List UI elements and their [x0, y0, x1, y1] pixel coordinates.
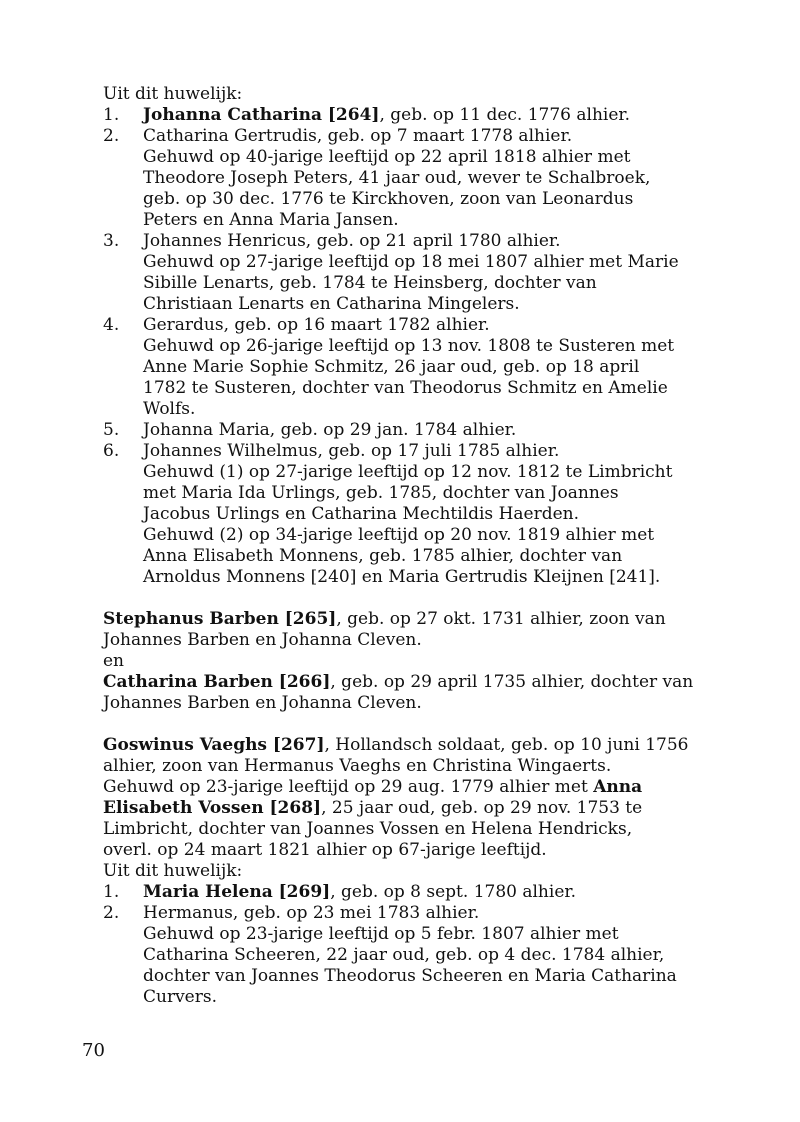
list-item — [103, 420, 703, 441]
section1-children-list — [103, 105, 703, 588]
list-item-number: 3. — [103, 231, 120, 251]
text-run: Johanna Maria, geb. op 29 jan. 1784 alhier. — [143, 420, 517, 440]
text-line — [143, 294, 703, 315]
text-run: Arnoldus Monnens [240] en Maria Gertrudis Kleijnen [241]. — [143, 567, 661, 587]
text-run: Gehuwd op 23-jarige leeftijd op 5 febr. 1807 alhier met — [143, 924, 619, 944]
text-line — [143, 924, 703, 945]
text-line — [143, 189, 703, 210]
text-line — [143, 399, 703, 420]
text-line — [143, 252, 703, 273]
text-run: , geb. op 29 april 1735 alhier, dochter van — [330, 672, 694, 692]
bold-name: Catharina Barben [266] — [103, 672, 331, 692]
section1-intro: Uit dit huwelijk: — [103, 84, 243, 104]
text-line — [143, 105, 703, 126]
text-line — [143, 126, 703, 147]
text-run: Gehuwd (1) op 27-jarige leeftijd op 12 nov. 1812 te Limbricht — [143, 462, 673, 482]
list-item-number: 4. — [103, 315, 120, 335]
list-item-number: 2. — [103, 903, 120, 923]
section3-intro: Uit dit huwelijk: — [103, 861, 243, 881]
text-line — [143, 504, 703, 525]
text-line — [103, 651, 703, 672]
text-run: 1782 te Susteren, dochter van Theodorus Schmitz en Amelie — [143, 378, 668, 398]
text-run: Christiaan Lenarts en Catharina Mingelers. — [143, 294, 520, 314]
list-item-number: 5. — [103, 420, 120, 440]
list-item — [103, 315, 703, 420]
list-item-number: 2. — [103, 126, 120, 146]
section2-paragraph — [103, 609, 703, 714]
text-line — [143, 945, 703, 966]
text-line — [143, 210, 703, 231]
text-run: Anna Elisabeth Monnens, geb. 1785 alhier, dochter van — [143, 546, 623, 566]
text-run: dochter van Joannes Theodorus Scheeren en Maria Catharina — [143, 966, 677, 986]
page-number: 70 — [82, 1040, 105, 1061]
text-line — [143, 567, 703, 588]
bold-name: Anna — [593, 777, 643, 797]
list-item-body — [143, 231, 703, 315]
text-line — [143, 987, 703, 1008]
bold-name: Goswinus Vaeghs [267] — [103, 735, 325, 755]
list-item-number: 6. — [103, 441, 120, 461]
text-run: alhier, zoon van Hermanus Vaeghs en Christina Wingaerts. — [103, 756, 612, 776]
page-content — [103, 84, 703, 1008]
text-line — [103, 840, 703, 861]
text-run: Gehuwd (2) op 34-jarige leeftijd op 20 nov. 1819 alhier met — [143, 525, 655, 545]
text-line — [143, 966, 703, 987]
list-item-body — [143, 315, 703, 420]
text-run: Catharina Gertrudis, geb. op 7 maart 1778 alhier. — [143, 126, 573, 146]
list-item-number: 1. — [103, 882, 120, 902]
spacer — [103, 714, 703, 735]
text-run: Limbricht, dochter van Joannes Vossen en Helena Hendricks, — [103, 819, 633, 839]
list-item — [103, 126, 703, 231]
text-line — [143, 378, 703, 399]
text-run: overl. op 24 maart 1821 alhier op 67-jarige leeftijd. — [103, 840, 547, 860]
list-item — [103, 105, 703, 126]
text-run: Curvers. — [143, 987, 218, 1007]
text-line — [103, 819, 703, 840]
text-run: , 25 jaar oud, geb. op 29 nov. 1753 te — [321, 798, 643, 818]
text-run: , geb. op 27 okt. 1731 alhier, zoon van — [336, 609, 666, 629]
text-run: , Hollandsch soldaat, geb. op 10 juni 1756 — [324, 735, 689, 755]
list-item-number: 1. — [103, 105, 120, 125]
text-run: Gerardus, geb. op 16 maart 1782 alhier. — [143, 315, 490, 335]
text-line — [103, 735, 703, 756]
text-line — [143, 273, 703, 294]
text-run: Johannes Barben en Johanna Cleven. — [103, 693, 422, 713]
text-line — [143, 168, 703, 189]
text-run: Gehuwd op 26-jarige leeftijd op 13 nov. 1808 te Susteren met — [143, 336, 675, 356]
text-run: Catharina Scheeren, 22 jaar oud, geb. op 4 dec. 1784 alhier, — [143, 945, 665, 965]
bold-name: Maria Helena [269] — [143, 882, 331, 902]
text-line — [103, 756, 703, 777]
text-run: Johannes Barben en Johanna Cleven. — [103, 630, 422, 650]
text-run: en — [103, 651, 125, 671]
text-run: Johannes Henricus, geb. op 21 april 1780 alhier. — [143, 231, 561, 251]
text-run: geb. op 30 dec. 1776 te Kirckhoven, zoon van Leonardus — [143, 189, 634, 209]
list-item — [103, 231, 703, 315]
text-run: Johannes Wilhelmus, geb. op 17 juli 1785 alhier. — [143, 441, 560, 461]
list-item-body — [143, 903, 703, 1008]
text-line — [143, 357, 703, 378]
text-line — [103, 630, 703, 651]
text-run: , geb. op 8 sept. 1780 alhier. — [330, 882, 577, 902]
text-run: Theodore Joseph Peters, 41 jaar oud, wever te Schalbroek, — [143, 168, 651, 188]
text-run: Wolfs. — [143, 399, 196, 419]
list-item — [103, 441, 703, 588]
text-line — [103, 777, 703, 798]
text-run: Gehuwd op 23-jarige leeftijd op 29 aug. 1779 alhier met — [103, 777, 594, 797]
text-run: Jacobus Urlings en Catharina Mechtildis Haerden. — [143, 504, 580, 524]
text-line — [143, 441, 703, 462]
text-line — [143, 336, 703, 357]
text-line — [103, 672, 703, 693]
section3-paragraph — [103, 735, 703, 861]
text-run: Hermanus, geb. op 23 mei 1783 alhier. — [143, 903, 480, 923]
text-line — [143, 315, 703, 336]
text-line — [143, 483, 703, 504]
text-line — [103, 693, 703, 714]
list-item-body — [143, 420, 703, 441]
text-line — [143, 147, 703, 168]
text-line — [143, 546, 703, 567]
bold-name: Elisabeth Vossen [268] — [103, 798, 322, 818]
text-line — [103, 798, 703, 819]
section3-children-list — [103, 882, 703, 1008]
list-item — [103, 903, 703, 1008]
text-line — [143, 525, 703, 546]
text-run: Gehuwd op 40-jarige leeftijd op 22 april 1818 alhier met — [143, 147, 631, 167]
text-line — [143, 420, 703, 441]
text-run: met Maria Ida Urlings, geb. 1785, dochter van Joannes — [143, 483, 619, 503]
spacer — [103, 588, 703, 609]
list-item-body — [143, 882, 703, 903]
text-run: Gehuwd op 27-jarige leeftijd op 18 mei 1807 alhier met Marie — [143, 252, 679, 272]
text-run: Sibille Lenarts, geb. 1784 te Heinsberg, dochter van — [143, 273, 597, 293]
bold-name: Stephanus Barben [265] — [103, 609, 337, 629]
text-run: , geb. op 11 dec. 1776 alhier. — [379, 105, 631, 125]
text-line — [143, 462, 703, 483]
list-item-body — [143, 441, 703, 588]
bold-name: Johanna Catharina [264] — [143, 105, 380, 125]
list-item-body — [143, 126, 703, 231]
text-line — [143, 882, 703, 903]
text-run: Peters en Anna Maria Jansen. — [143, 210, 399, 230]
text-line — [103, 609, 703, 630]
text-run: Anne Marie Sophie Schmitz, 26 jaar oud, geb. op 18 april — [143, 357, 640, 377]
text-line — [143, 231, 703, 252]
text-line — [143, 903, 703, 924]
list-item — [103, 882, 703, 903]
list-item-body — [143, 105, 703, 126]
